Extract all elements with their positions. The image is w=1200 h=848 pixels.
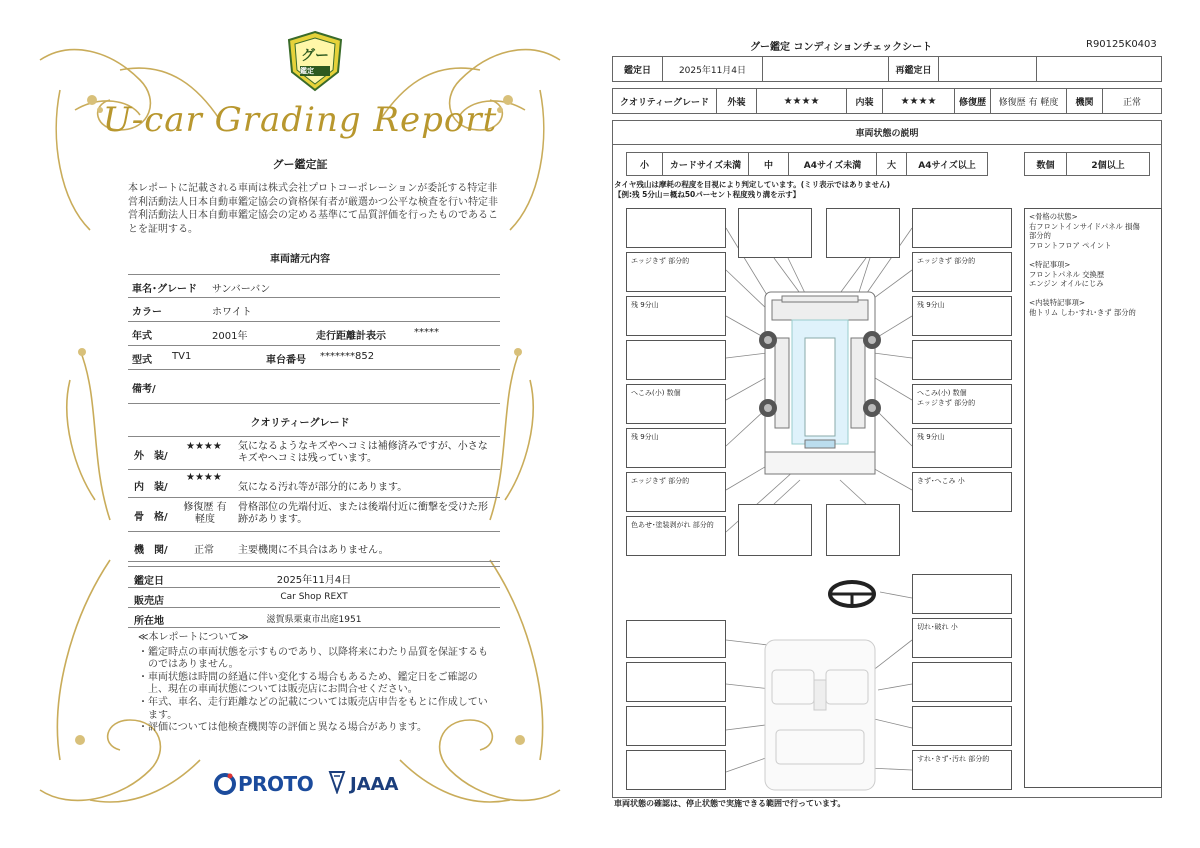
date-label: 鑑定日: [613, 57, 663, 81]
address-value: 滋賀県栗東市出庭1951: [266, 615, 362, 625]
frame-label: 骨 格/: [134, 512, 168, 523]
size-mid-desc: A4サイズ未満: [789, 153, 877, 175]
report-title: U-car Grading Report: [102, 100, 498, 140]
int-label: 内装: [847, 89, 883, 113]
color-label: カラー: [132, 307, 162, 318]
note-item: ・年式、車名、走行距離などの記載については販売店申告をもとに作成しています。: [138, 696, 488, 721]
callout-right-wear: すれ･きず･汚れ 部分的: [912, 750, 1012, 790]
frame-description: 骨格部位の先端付近、または後端付近に衝撃を受けた形跡があります。: [238, 502, 488, 525]
callout-box: [626, 208, 726, 248]
mileage-label: 走行距離計表示: [316, 331, 386, 342]
callout-right-cut: 切れ･破れ 小: [912, 618, 1012, 658]
repair-value: 修復歴 有 軽度: [991, 89, 1067, 113]
callout-box: [738, 208, 812, 258]
exterior-label: 外 装/: [134, 451, 168, 462]
year-label: 年式: [132, 331, 152, 342]
info-row-shop: [128, 588, 500, 608]
remarks-label: 備考/: [132, 384, 156, 395]
callout-left-edge-bottom: エッジきず 部分的: [626, 472, 726, 512]
sheet-title: グー鑑定 コンディションチェックシート: [750, 42, 933, 53]
ext-stars: ★★★★: [757, 89, 847, 113]
quality-row-frame: [128, 498, 500, 532]
reinspect-label: 再鑑定日: [889, 57, 939, 81]
model-value: TV1: [172, 351, 192, 362]
goo-appraisal-badge: [286, 30, 344, 92]
engine-label: 機 関/: [134, 545, 168, 556]
callout-right-tire-front: 残 9分山: [912, 296, 1012, 336]
spec-section-title: 車両諸元内容: [270, 254, 330, 265]
size-small: 小: [627, 153, 663, 175]
size-large: 大: [877, 153, 907, 175]
callout-right-dent: [912, 384, 1012, 424]
model-label: 型式: [132, 355, 152, 366]
callout-box: [912, 662, 1012, 702]
callout-left-tire-front: 残 9分山: [626, 296, 726, 336]
inspection-details: [1024, 208, 1162, 788]
badge-label: 鑑定: [300, 67, 314, 75]
callout-box: [826, 208, 900, 258]
tire-note-line: 【例:残 5分山＝概ね50パーセント程度残り溝を示す】: [614, 190, 801, 199]
certificate-title: グー鑑定証: [272, 158, 328, 171]
report-notes: [138, 632, 494, 735]
callout-box: [626, 750, 726, 790]
sheet-id: R90125K0403: [1086, 39, 1157, 50]
year-value: 2001年: [212, 331, 248, 342]
jaaa-logo: JAAA: [350, 774, 399, 795]
state-title: 車両状態の説明: [613, 121, 1161, 145]
svg-text:グー: グー: [301, 48, 329, 64]
engine-value: 正常: [194, 545, 214, 556]
proto-logo: PROTO: [238, 772, 314, 796]
exterior-description: 気になるようなキズやヘコミは補修済みですが、小さなキズやヘコミは残っています。: [238, 441, 488, 464]
callout-line: へこみ(小) 数個: [917, 389, 967, 397]
callout-right-edge-top: エッジきず 部分的: [912, 252, 1012, 292]
callout-box: [912, 340, 1012, 380]
ext-label: 外装: [717, 89, 757, 113]
proto-logo-icon: [214, 772, 236, 796]
spec-row-name: [128, 274, 500, 298]
callout-box: [626, 662, 726, 702]
quality-row-exterior: [128, 436, 500, 470]
info-line: <特記事項>: [1029, 259, 1071, 269]
quality-row-engine: [128, 532, 500, 562]
count-value: 2個以上: [1091, 160, 1125, 171]
count-label: 数個: [1025, 153, 1067, 175]
size-small-desc: カードサイズ未満: [663, 153, 749, 175]
spec-row-year: [128, 322, 500, 346]
callout-right-tire-rear: 残 9分山: [912, 428, 1012, 468]
info-line: 右フロントインサイドパネル 損傷: [1029, 221, 1140, 231]
spec-row-model: [128, 346, 500, 370]
steering-wheel-icon: [830, 582, 874, 606]
interior-description: 気になる汚れ等が部分的にあります。: [238, 482, 408, 493]
quality-section-title: クオリティーグレード: [250, 418, 350, 429]
spec-row-remarks: [128, 370, 500, 404]
callout-left-fade: 色あせ･塗装剥がれ 部分的: [626, 516, 726, 556]
callout-box: [626, 340, 726, 380]
callout-left-edge-top: エッジきず 部分的: [626, 252, 726, 292]
note-item: ・鑑定時点の車両状態を示すものであり、以降将来にわたり品質を保証するものではありません。: [138, 646, 488, 671]
callout-box: [912, 208, 1012, 248]
note-item: ・評価については他検査機関等の評価と異なる場合があります。: [138, 722, 427, 734]
engine-value: 正常: [1122, 97, 1141, 108]
interior-stars: ★★★★: [186, 472, 222, 483]
name-value: サンバーバン: [212, 284, 271, 295]
info-line: 他トリム しわ･すれ･きず 部分的: [1029, 307, 1136, 317]
int-stars: ★★★★: [883, 89, 955, 113]
info-line: フロントパネル 交換歴: [1029, 269, 1105, 279]
notes-header: ≪本レポートについて≫: [138, 632, 249, 643]
color-value: ホワイト: [212, 307, 252, 318]
shop-label: 販売店: [134, 596, 164, 607]
callout-box: [626, 706, 726, 746]
callout-left-tire-rear: 残 9分山: [626, 428, 726, 468]
interior-label: 内 装/: [134, 482, 168, 493]
footer-note: 車両状態の確認は、停止状態で実施できる範囲で行っています。: [614, 799, 846, 808]
info-line: 部分的: [1029, 231, 1051, 241]
certificate-statement: 本レポートに記載される車両は株式会社プロトコーポレーションが委託する特定非営利活動法人日本自動車鑑定協会の資格保有者が厳選かつ公平な検査を行い特定非営利活動法人日本自動車鑑定協会の定める基準にて品質評価を行ったものであることを証明する。: [128, 183, 498, 235]
callout-box: [912, 706, 1012, 746]
callout-left-dent: へこみ(小) 数個: [626, 384, 726, 424]
callout-box: [738, 504, 812, 556]
info-line: <骨格の状態>: [1029, 212, 1078, 221]
info-line: [1029, 289, 1157, 299]
callout-box: [912, 574, 1012, 614]
frame-value: 修復歴 有 軽度: [183, 502, 227, 525]
note-item: ・車両状態は時間の経過に伴い変化する場合もあるため、鑑定日をご確認の上、現在の車両状態については販売店にお問合せください。: [138, 671, 478, 696]
chassis-value: *******852: [320, 351, 375, 362]
callout-line: エッジきず 部分的: [917, 399, 976, 407]
info-line: エンジン オイルにじみ: [1029, 279, 1104, 289]
callout-box: [626, 620, 726, 658]
chassis-label: 車台番号: [266, 355, 306, 366]
info-line: [1029, 250, 1157, 260]
spec-row-color: [128, 298, 500, 322]
shop-value: Car Shop REXT: [280, 592, 348, 602]
info-row-address: [128, 608, 500, 628]
name-label: 車名･グレード: [132, 284, 197, 295]
size-large-desc: A4サイズ以上: [918, 160, 976, 171]
condition-check-sheet: [600, 0, 1200, 848]
address-label: 所在地: [134, 616, 164, 627]
exterior-stars: ★★★★: [186, 441, 222, 452]
grade-label: クオリティーグレード: [613, 89, 717, 113]
jaaa-logo-icon: [328, 770, 346, 794]
callout-right-scratch: きず･へこみ 小: [912, 472, 1012, 512]
repair-label: 修復歴: [955, 89, 991, 113]
mileage-value: *****: [414, 327, 439, 338]
info-row-date: [128, 566, 500, 588]
tire-note-line: タイヤ残山は摩耗の程度を目視により判定しています。(ミリ表示ではありません): [614, 180, 891, 189]
engine-description: 主要機関に不具合はありません。: [238, 545, 389, 556]
info-line: <内装特記事項>: [1029, 298, 1086, 308]
date-value: 2025年11月4日: [276, 575, 352, 586]
callout-box: [826, 504, 900, 556]
date-label: 鑑定日: [134, 576, 164, 587]
info-line: フロントフロア ペイント: [1029, 240, 1112, 250]
quality-row-interior: [128, 470, 500, 498]
engine-label: 機関: [1067, 89, 1103, 113]
date-value: 2025年11月4日: [663, 57, 763, 81]
size-mid: 中: [749, 153, 789, 175]
